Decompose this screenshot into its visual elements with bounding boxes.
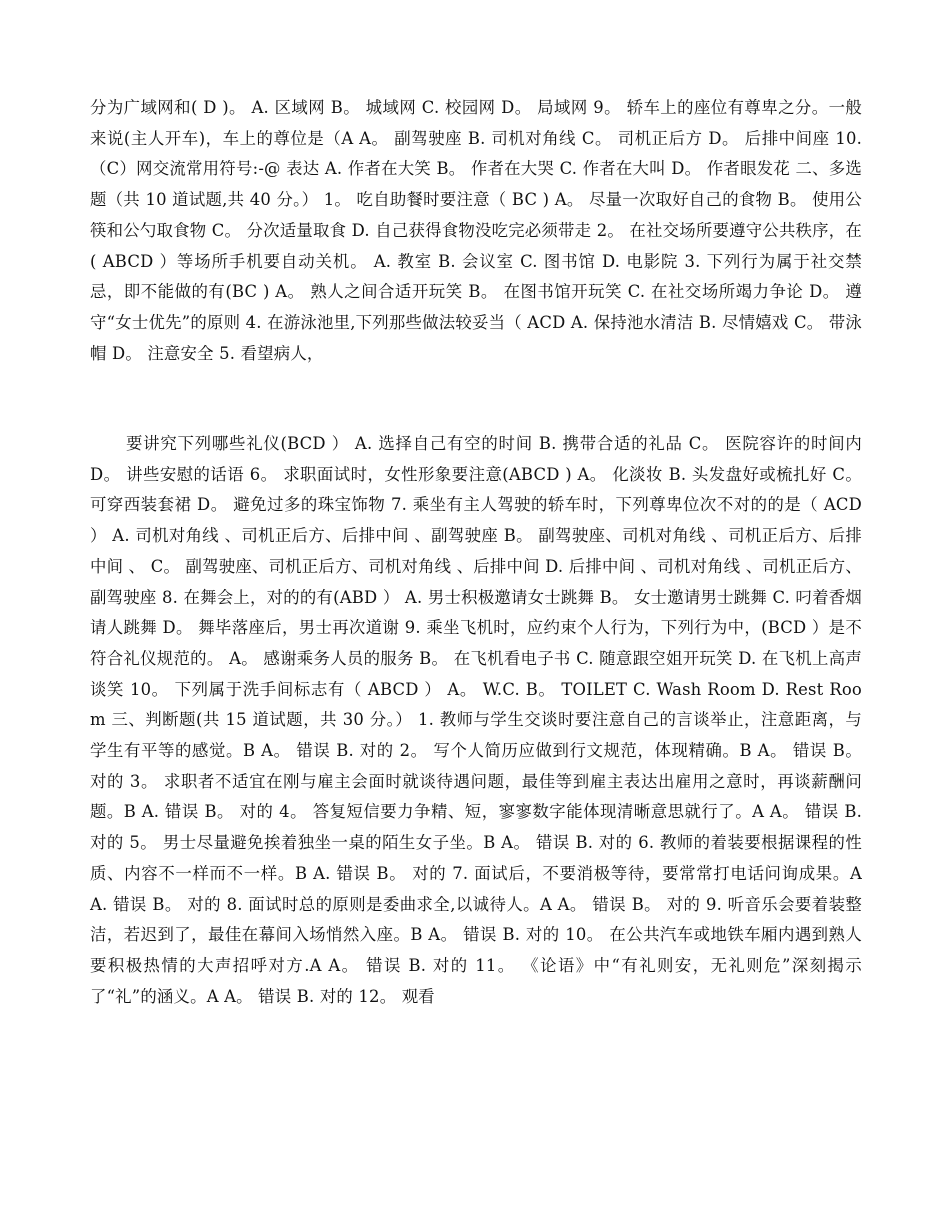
paragraph-1: 分为广域网和( D )。 A. 区域网 B。 城域网 C. 校园网 D。 局域网 9。 轿车上的座位有尊卑之分。一般来说(主人开车)，车上的尊位是（A A。 副驾驶座 B. 司机对角线 C。 司机正后方 D。 后排中间座 10. （C）网交流常用符号:-@ 表达 A. 作者在大笑 B。 作者在大哭 C. 作者在大叫 D。 作者眼发花 二、多选题（共 10 道试题,共 40 分。） 1。 吃自助餐时要注意（ BC ) A。 尽量一次取好自己的食物 B。 使用公筷和公勺取食物 C。 分次适量取食 D. 自己获得食物没吃完必须带走 2。 在社交场所要遵守公共秩序，在( ABCD ）等场所手机要自动关机。 A. 教室 B. 会议室 C. 图书馆 D. 电影院 3. 下列行为属于社交禁忌，即不能做的有(BC ) A。 熟人之间合适开玩笑 B。 在图书馆开玩笑 C. 在社交场所竭力争论 D。 遵守“女士优先”的原则 4. 在游泳池里,下列那些做法较妥当（ ACD A. 保持池水清洁 B. 尽情嬉戏 C。 带泳帽 D。 注意安全 5. 看望病人， <box>90 98 862 363</box>
paragraph-2: 要讲究下列哪些礼仪(BCD ） A. 选择自己有空的时间 B. 携带合适的礼品 C。 医院容许的时间内 D。 讲些安慰的话语 6。 求职面试时，女性形象要注意(ABCD ) A。 化淡妆 B. 头发盘好或梳扎好 C。 可穿西装套裙 D。 避免过多的珠宝饰物 7. 乘坐有主人驾驶的轿车时，下列尊卑位次不对的的是（ ACD ） A. 司机对角线 、司机正后方、后排中间 、副驾驶座 B。 副驾驶座、司机对角线 、司机正后方、后排中间 、 C。 副驾驶座、司机正后方、司机对角线 、后排中间 D. 后排中间 、司机对角线 、司机正后方、副驾驶座 8. 在舞会上，对的的有(ABD ） A. 男士积极邀请女士跳舞 B。 女士邀请男士跳舞 C. 叼着香烟请人跳舞 D。 舞毕落座后，男士再次道谢 9. 乘坐飞机时，应约束个人行为，下列行为中，(BCD ）是不符合礼仪规范的。 A。 感谢乘务人员的服务 B。 在飞机看电子书 C. 随意跟空姐开玩笑 D. 在飞机上高声谈笑 10。 下列属于洗手间标志有（ ABCD ） A。 W.C. B。 TOILET C. Wash Room D. Rest Room 三、判断题(共 15 道试题，共 30 分。） 1. 教师与学生交谈时要注意自己的言谈举止，注意距离，与学生有平等的感觉。B A。 错误 B. 对的 2。 写个人简历应做到行文规范，体现精确。B A。 错误 B。 对的 3。 求职者不适宜在刚与雇主会面时就谈待遇问题，最佳等到雇主表达出雇用之意时，再谈薪酬问题。B A. 错误 B。 对的 4。 答复短信要力争精、短，寥寥数字能体现清晰意思就行了。A A。 错误 B. 对的 5。 男士尽量避免挨着独坐一桌的陌生女子坐。B A。 错误 B. 对的 6. 教师的着装要根据课程的性质、内容不一样而不一样。B A. 错误 B。 对的 7. 面试后，不要消极等待，要常常打电话问询成果。A A. 错误 B。 对的 8. 面试时总的原则是委曲求全,以诚待人。A A。 错误 B。 对的 9. 听音乐会要着装整洁，若迟到了，最佳在幕间入场悄然入座。B A。 错误 B. 对的 10。 在公共汽车或地铁车厢内遇到熟人要积极热情的大声招呼对方.A A。 错误 B. 对的 11。 《论语》中“有礼则安，无礼则危”深刻揭示了“礼”的涵义。A A。 错误 B. 对的 12。 观看 <box>90 434 862 1006</box>
